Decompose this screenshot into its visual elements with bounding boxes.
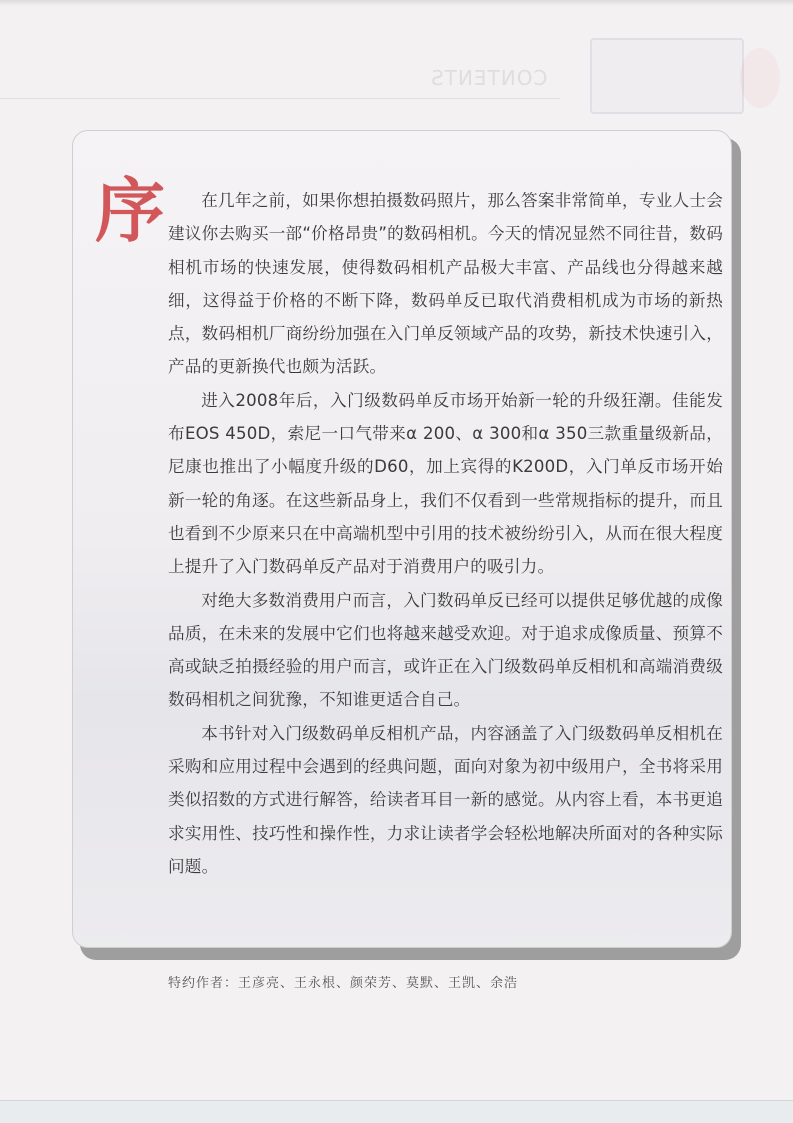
show-through-decoration bbox=[740, 48, 780, 108]
preface-paragraph-4: 本书针对入门级数码单反相机产品，内容涵盖了入门级数码单反相机在采购和应用过程中会遇到的经典问题，面向对象为初中级用户，全书将采用类似招数的方式进行解答，给读者耳目一新的感觉。从内容上看，本书更追求实用性、技巧性和操作性，力求让读者学会轻松地解决所面对的各种实际问题。 bbox=[168, 723, 723, 876]
show-through-logo-box bbox=[590, 38, 744, 114]
preface-paragraph-1: 在几年之前，如果你想拍摄数码照片，那么答案非常简单，专业人士会建议你去购买一部“价格昂贵”的数码相机。今天的情况显然不同往昔，数码相机市场的快速发展，使得数码相机产品极大丰富、产品线也分得越来越细，这得益于价格的不断下降，数码单反已取代消费相机成为市场的新热点，数码相机厂商纷纷加强在入门单反领域产品的攻势，新技术快速引入，产品的更新换代也颇为活跃。 bbox=[168, 191, 723, 377]
page-edge-shadow bbox=[0, 0, 793, 6]
preface-paragraph-3: 对绝大多数消费用户而言，入门数码单反已经可以提供足够优越的成像品质，在未来的发展中它们也将越来越受欢迎。对于追求成像质量、预算不高或缺乏拍摄经验的用户而言，或许正在入门级数码单反相机和高端消费级数码相机之间犹豫，不知谁更适合自己。 bbox=[168, 590, 723, 710]
contributing-authors: 特约作者：王彦亮、王永根、颜荣芳、莫默、王凯、余浩 bbox=[168, 976, 519, 991]
show-through-contents-label: CONTENTS bbox=[430, 66, 548, 90]
scan-bottom-edge bbox=[0, 1100, 793, 1123]
preface-body bbox=[168, 184, 723, 883]
preface-title-glyph: 序 bbox=[95, 170, 165, 252]
show-through-rule bbox=[0, 98, 560, 99]
preface-paragraph-2: 进入2008年后，入门级数码单反市场开始新一轮的升级狂潮。佳能发布EOS 450D，索尼一口气带来α 200、α 300和α 350三款重量级新品，尼康也推出了小幅度升级的D60，加上宾得的K200D，入门单反市场开始新一轮的角逐。在这些新品身上，我们不仅看到一些常规指标的提升，而且也看到不少原来只在中高端机型中引用的技术被纷纷引入，从而在很大程度上提升了入门数码单反产品对于消费用户的吸引力。 bbox=[168, 390, 723, 577]
